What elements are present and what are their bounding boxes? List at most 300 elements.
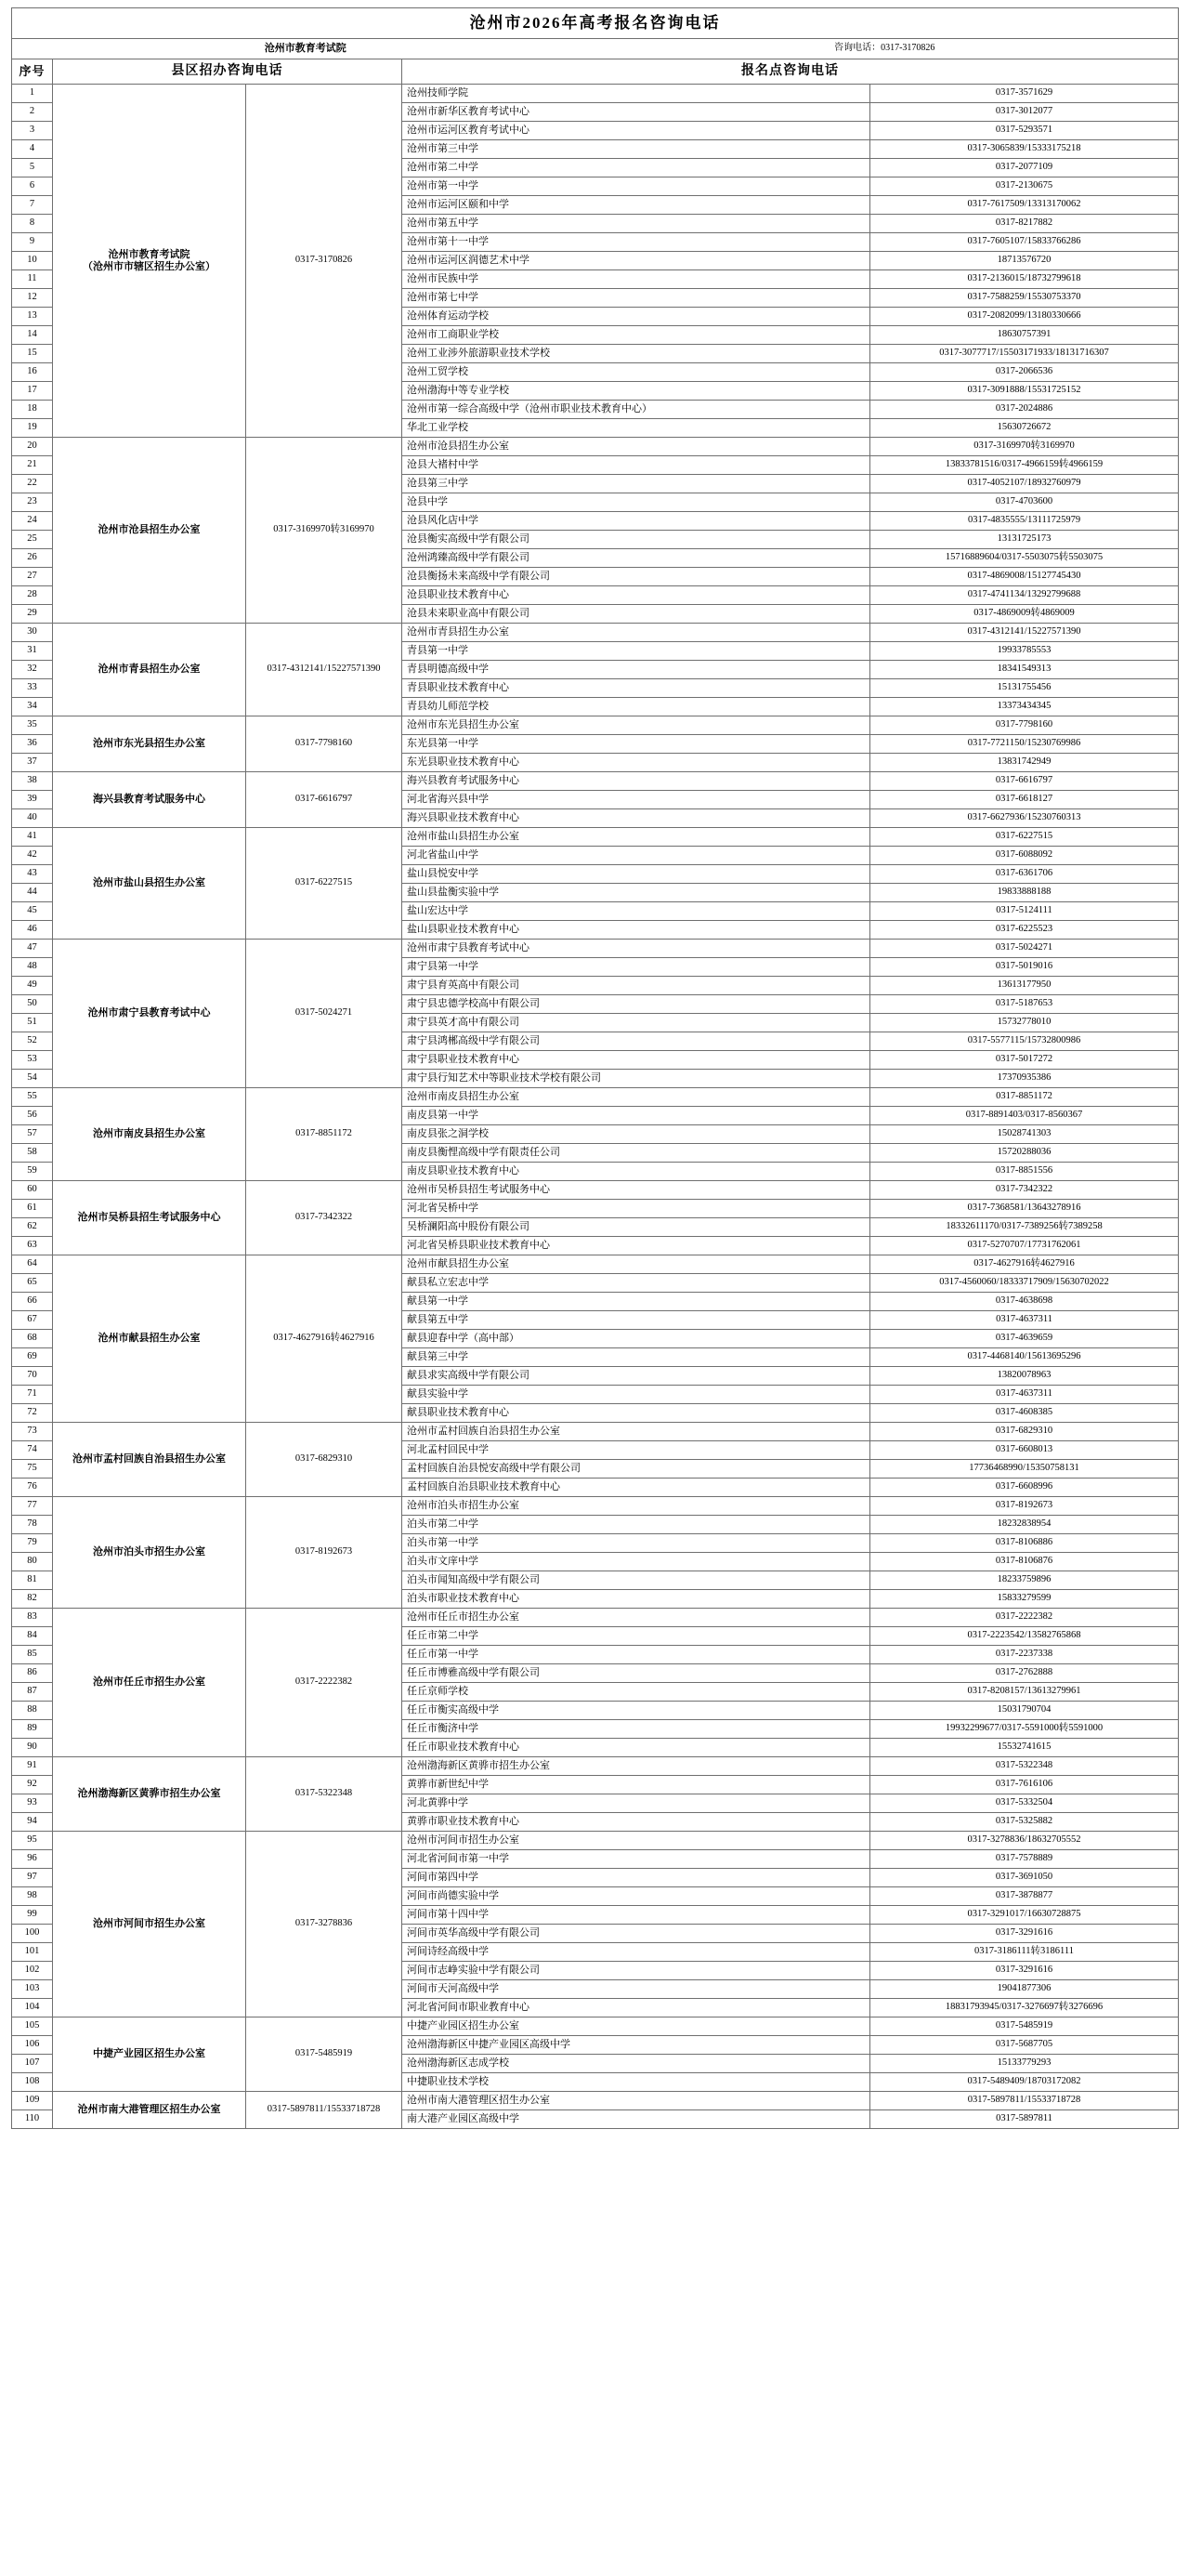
- row-site-name: 泊头市闻知高级中学有限公司: [402, 1571, 870, 1590]
- row-seq: 66: [12, 1293, 53, 1311]
- row-site-name: 沧州渤海中等专业学校: [402, 382, 870, 401]
- row-seq: 108: [12, 2073, 53, 2092]
- table-row: [12, 1609, 1179, 1627]
- row-site-phone: 0317-2762888: [870, 1664, 1179, 1683]
- row-seq: 48: [12, 958, 53, 977]
- row-seq: 58: [12, 1144, 53, 1163]
- group-office-name: 沧州市南皮县招生办公室: [53, 1088, 246, 1181]
- row-site-name: 沧县大褚村中学: [402, 456, 870, 475]
- row-site-name: 华北工业学校: [402, 419, 870, 438]
- row-site-name: 献县私立宏志中学: [402, 1274, 870, 1293]
- group-office-name: 沧州市孟村回族自治县招生办公室: [53, 1423, 246, 1497]
- row-site-name: 孟村回族自治县职业技术教育中心: [402, 1479, 870, 1497]
- row-seq: 47: [12, 940, 53, 958]
- row-seq: 11: [12, 270, 53, 289]
- row-site-phone: 15131755456: [870, 679, 1179, 698]
- row-seq: 33: [12, 679, 53, 698]
- row-seq: 72: [12, 1404, 53, 1423]
- row-site-name: 献县求实高级中学有限公司: [402, 1367, 870, 1386]
- row-site-phone: 0317-6616797: [870, 772, 1179, 791]
- row-seq: 45: [12, 902, 53, 921]
- row-site-name: 沧州技师学院: [402, 85, 870, 103]
- row-seq: 90: [12, 1739, 53, 1757]
- table-row: [12, 828, 1179, 847]
- row-site-name: 盐山县职业技术教育中心: [402, 921, 870, 940]
- row-seq: 61: [12, 1200, 53, 1218]
- row-site-phone: 0317-7588259/15530753370: [870, 289, 1179, 308]
- group-office-phone: 0317-6829310: [246, 1423, 402, 1497]
- row-site-phone: 15720288036: [870, 1144, 1179, 1163]
- row-seq: 3: [12, 122, 53, 140]
- row-seq: 15: [12, 345, 53, 363]
- row-seq: 26: [12, 549, 53, 568]
- row-seq: 67: [12, 1311, 53, 1330]
- row-site-name: 盐山县悦安中学: [402, 865, 870, 884]
- row-seq: 99: [12, 1906, 53, 1925]
- group-office-phone: 0317-8851172: [246, 1088, 402, 1181]
- row-site-name: 沧州市南皮县招生办公室: [402, 1088, 870, 1107]
- group-office-phone: 0317-3170826: [246, 85, 402, 438]
- row-site-phone: 0317-4869009转4869009: [870, 605, 1179, 624]
- row-site-phone: 0317-4639659: [870, 1330, 1179, 1348]
- row-site-phone: 0317-4638698: [870, 1293, 1179, 1311]
- row-site-name: 沧州市第七中学: [402, 289, 870, 308]
- row-seq: 63: [12, 1237, 53, 1255]
- row-seq: 10: [12, 252, 53, 270]
- row-site-phone: 0317-5332504: [870, 1794, 1179, 1813]
- row-site-phone: 0317-6829310: [870, 1423, 1179, 1441]
- row-site-phone: 0317-8106886: [870, 1534, 1179, 1553]
- row-site-phone: 0317-3291017/16630728875: [870, 1906, 1179, 1925]
- row-site-name: 沧州市运河区颐和中学: [402, 196, 870, 215]
- group-office-phone: 0317-4312141/15227571390: [246, 624, 402, 716]
- row-site-phone: 15031790704: [870, 1702, 1179, 1720]
- row-seq: 81: [12, 1571, 53, 1590]
- row-site-phone: 0317-8217882: [870, 215, 1179, 233]
- subheader-row: [12, 39, 1179, 59]
- row-site-name: 任丘市衡济中学: [402, 1720, 870, 1739]
- group-office-phone: 0317-4627916转4627916: [246, 1255, 402, 1423]
- row-site-name: 肃宁县第一中学: [402, 958, 870, 977]
- row-seq: 86: [12, 1664, 53, 1683]
- row-site-phone: 15133779293: [870, 2055, 1179, 2073]
- group-office-name: 中捷产业园区招生办公室: [53, 2017, 246, 2092]
- row-seq: 42: [12, 847, 53, 865]
- row-site-name: 沧州市沧县招生办公室: [402, 438, 870, 456]
- row-seq: 21: [12, 456, 53, 475]
- row-seq: 44: [12, 884, 53, 902]
- row-seq: 14: [12, 326, 53, 345]
- row-seq: 55: [12, 1088, 53, 1107]
- table-row: [12, 2017, 1179, 2036]
- row-site-phone: 18341549313: [870, 661, 1179, 679]
- row-site-name: 黄骅市职业技术教育中心: [402, 1813, 870, 1832]
- row-site-name: 沧州市河间市招生办公室: [402, 1832, 870, 1850]
- group-office-name: 沧州市南大港管理区招生办公室: [53, 2092, 246, 2129]
- row-seq: 8: [12, 215, 53, 233]
- col-header-county-office: 县区招办咨询电话: [53, 59, 402, 85]
- row-site-name: 河北省吴桥中学: [402, 1200, 870, 1218]
- row-site-name: 沧县中学: [402, 493, 870, 512]
- row-site-phone: 19041877306: [870, 1980, 1179, 1999]
- group-office-phone: 0317-3169970转3169970: [246, 438, 402, 624]
- row-seq: 30: [12, 624, 53, 642]
- row-site-name: 沧州市工商职业学校: [402, 326, 870, 345]
- col-header-site-office: 报名点咨询电话: [402, 59, 1179, 85]
- row-seq: 51: [12, 1014, 53, 1032]
- column-header-row: [12, 59, 1179, 85]
- group-office-name: 海兴县教育考试服务中心: [53, 772, 246, 828]
- row-site-name: 盐山县盐衡实验中学: [402, 884, 870, 902]
- row-site-phone: 0317-5322348: [870, 1757, 1179, 1776]
- row-site-phone: 0317-5489409/18703172082: [870, 2073, 1179, 2092]
- row-site-name: 河间市天河高级中学: [402, 1980, 870, 1999]
- row-site-name: 沧州市任丘市招生办公室: [402, 1609, 870, 1627]
- row-seq: 23: [12, 493, 53, 512]
- row-site-phone: 13831742949: [870, 754, 1179, 772]
- row-site-name: 沧州市泊头市招生办公室: [402, 1497, 870, 1516]
- row-site-name: 河北省海兴县中学: [402, 791, 870, 809]
- document-title-row: [12, 8, 1179, 39]
- group-office-phone: 0317-6616797: [246, 772, 402, 828]
- row-seq: 98: [12, 1887, 53, 1906]
- row-site-phone: 13613177950: [870, 977, 1179, 995]
- row-site-phone: 0317-5187653: [870, 995, 1179, 1014]
- group-office-name: 沧州市肃宁县教育考试中心: [53, 940, 246, 1088]
- row-seq: 34: [12, 698, 53, 716]
- row-seq: 9: [12, 233, 53, 252]
- row-site-name: 献县第一中学: [402, 1293, 870, 1311]
- row-seq: 16: [12, 363, 53, 382]
- row-site-name: 东光县职业技术教育中心: [402, 754, 870, 772]
- row-site-phone: 0317-8106876: [870, 1553, 1179, 1571]
- row-site-phone: 18233759896: [870, 1571, 1179, 1590]
- row-seq: 87: [12, 1683, 53, 1702]
- group-office-name: 沧州市东光县招生办公室: [53, 716, 246, 772]
- row-seq: 107: [12, 2055, 53, 2073]
- row-site-name: 沧州渤海新区中捷产业园区高级中学: [402, 2036, 870, 2055]
- row-site-name: 海兴县教育考试服务中心: [402, 772, 870, 791]
- row-seq: 7: [12, 196, 53, 215]
- row-site-name: 沧州市第一中学: [402, 177, 870, 196]
- subheader-org: 沧州市教育考试院: [264, 43, 346, 55]
- row-seq: 73: [12, 1423, 53, 1441]
- phone-directory-table: [11, 7, 1179, 2129]
- row-site-phone: 0317-4312141/15227571390: [870, 624, 1179, 642]
- row-seq: 101: [12, 1943, 53, 1962]
- row-site-phone: 0317-6088092: [870, 847, 1179, 865]
- row-site-name: 沧州市吴桥县招生考试服务中心: [402, 1181, 870, 1200]
- group-office-name: 沧州市任丘市招生办公室: [53, 1609, 246, 1757]
- row-site-name: 沧州市第二中学: [402, 159, 870, 177]
- table-row: [12, 716, 1179, 735]
- row-seq: 78: [12, 1516, 53, 1534]
- group-office-name: 沧州市吴桥县招生考试服务中心: [53, 1181, 246, 1255]
- row-seq: 31: [12, 642, 53, 661]
- row-site-phone: 0317-4637311: [870, 1311, 1179, 1330]
- row-site-name: 泊头市职业技术教育中心: [402, 1590, 870, 1609]
- row-site-phone: 0317-8851172: [870, 1088, 1179, 1107]
- subheader-cell: [12, 39, 1179, 59]
- row-site-phone: 0317-7578889: [870, 1850, 1179, 1869]
- row-site-phone: 15716889604/0317-5503075转5503075: [870, 549, 1179, 568]
- row-site-phone: 0317-3691050: [870, 1869, 1179, 1887]
- row-site-phone: 0317-3278836/18632705552: [870, 1832, 1179, 1850]
- row-seq: 96: [12, 1850, 53, 1869]
- table-row: [12, 438, 1179, 456]
- row-site-phone: 0317-5293571: [870, 122, 1179, 140]
- row-seq: 56: [12, 1107, 53, 1125]
- row-site-name: 沧州市肃宁县教育考试中心: [402, 940, 870, 958]
- row-site-phone: 0317-6618127: [870, 791, 1179, 809]
- row-site-phone: 15833279599: [870, 1590, 1179, 1609]
- row-seq: 57: [12, 1125, 53, 1144]
- row-site-phone: 0317-7617509/13313170062: [870, 196, 1179, 215]
- group-office-phone: 0317-5897811/15533718728: [246, 2092, 402, 2129]
- row-site-name: 中捷职业技术学校: [402, 2073, 870, 2092]
- row-seq: 105: [12, 2017, 53, 2036]
- group-office-name: 沧州市沧县招生办公室: [53, 438, 246, 624]
- row-seq: 25: [12, 531, 53, 549]
- row-site-phone: 0317-8891403/0317-8560367: [870, 1107, 1179, 1125]
- row-site-phone: 18831793945/0317-3276697转3276696: [870, 1999, 1179, 2017]
- row-site-phone: 0317-8851556: [870, 1163, 1179, 1181]
- row-site-name: 沧州市第五中学: [402, 215, 870, 233]
- row-seq: 59: [12, 1163, 53, 1181]
- row-seq: 36: [12, 735, 53, 754]
- row-site-name: 河北孟村回民中学: [402, 1441, 870, 1460]
- row-site-phone: 18713576720: [870, 252, 1179, 270]
- row-seq: 68: [12, 1330, 53, 1348]
- row-site-name: 南皮县职业技术教育中心: [402, 1163, 870, 1181]
- row-site-name: 河间市第四中学: [402, 1869, 870, 1887]
- row-site-phone: 18332611170/0317-7389256转7389258: [870, 1218, 1179, 1237]
- group-office-name: 沧州市献县招生办公室: [53, 1255, 246, 1423]
- row-seq: 38: [12, 772, 53, 791]
- row-seq: 39: [12, 791, 53, 809]
- row-seq: 95: [12, 1832, 53, 1850]
- row-seq: 5: [12, 159, 53, 177]
- row-site-phone: 0317-5124111: [870, 902, 1179, 921]
- row-site-name: 献县职业技术教育中心: [402, 1404, 870, 1423]
- col-header-seq: 序号: [12, 59, 53, 85]
- row-seq: 94: [12, 1813, 53, 1832]
- table-row: [12, 2092, 1179, 2110]
- group-office-phone: 0317-6227515: [246, 828, 402, 940]
- row-site-phone: 0317-5019016: [870, 958, 1179, 977]
- row-seq: 1: [12, 85, 53, 103]
- row-site-name: 沧县风化店中学: [402, 512, 870, 531]
- subheader-phone: 咨询电话：0317-3170826: [834, 43, 935, 54]
- row-site-phone: 0317-5485919: [870, 2017, 1179, 2036]
- row-site-name: 任丘市衡实高级中学: [402, 1702, 870, 1720]
- row-site-phone: 0317-7721150/15230769986: [870, 735, 1179, 754]
- row-site-phone: 0317-3571629: [870, 85, 1179, 103]
- group-office-phone: 0317-7342322: [246, 1181, 402, 1255]
- row-seq: 75: [12, 1460, 53, 1479]
- row-site-name: 肃宁县忠德学校高中有限公司: [402, 995, 870, 1014]
- row-site-phone: 15028741303: [870, 1125, 1179, 1144]
- row-site-phone: 0317-8192673: [870, 1497, 1179, 1516]
- row-site-name: 沧州市第十一中学: [402, 233, 870, 252]
- row-site-name: 沧县第三中学: [402, 475, 870, 493]
- row-site-phone: 0317-6227515: [870, 828, 1179, 847]
- row-site-name: 中捷产业园区招生办公室: [402, 2017, 870, 2036]
- row-site-name: 河北省河间市第一中学: [402, 1850, 870, 1869]
- row-site-name: 沧州市运河区教育考试中心: [402, 122, 870, 140]
- row-seq: 29: [12, 605, 53, 624]
- row-site-name: 沧州市盐山县招生办公室: [402, 828, 870, 847]
- row-seq: 70: [12, 1367, 53, 1386]
- row-site-name: 任丘市第二中学: [402, 1627, 870, 1646]
- row-site-name: 河北省吴桥县职业技术教育中心: [402, 1237, 870, 1255]
- row-site-phone: 0317-5024271: [870, 940, 1179, 958]
- row-seq: 62: [12, 1218, 53, 1237]
- row-site-phone: 0317-5577115/15732800986: [870, 1032, 1179, 1051]
- row-seq: 110: [12, 2110, 53, 2129]
- row-site-phone: 0317-3169970转3169970: [870, 438, 1179, 456]
- row-site-name: 沧州市孟村回族自治县招生办公室: [402, 1423, 870, 1441]
- row-site-phone: 0317-2130675: [870, 177, 1179, 196]
- row-seq: 54: [12, 1070, 53, 1088]
- group-office-name: 沧州市泊头市招生办公室: [53, 1497, 246, 1609]
- row-site-phone: 13131725173: [870, 531, 1179, 549]
- row-site-name: 沧州体育运动学校: [402, 308, 870, 326]
- group-office-name: 沧州市河间市招生办公室: [53, 1832, 246, 2017]
- row-site-phone: 17370935386: [870, 1070, 1179, 1088]
- row-site-name: 河北省河间市职业教育中心: [402, 1999, 870, 2017]
- row-site-name: 献县迎春中学（高中部）: [402, 1330, 870, 1348]
- row-site-name: 河北黄骅中学: [402, 1794, 870, 1813]
- row-site-name: 沧州市南大港管理区招生办公室: [402, 2092, 870, 2110]
- row-site-name: 南皮县衡悝高级中学有限责任公司: [402, 1144, 870, 1163]
- table-row: [12, 85, 1179, 103]
- row-site-phone: 18630757391: [870, 326, 1179, 345]
- row-seq: 65: [12, 1274, 53, 1293]
- row-seq: 106: [12, 2036, 53, 2055]
- row-site-name: 献县实验中学: [402, 1386, 870, 1404]
- row-site-name: 沧县未来职业高中有限公司: [402, 605, 870, 624]
- row-site-name: 河间市英华高级中学有限公司: [402, 1925, 870, 1943]
- row-site-phone: 0317-6608013: [870, 1441, 1179, 1460]
- row-seq: 79: [12, 1534, 53, 1553]
- row-site-phone: 18232838954: [870, 1516, 1179, 1534]
- row-seq: 76: [12, 1479, 53, 1497]
- row-site-phone: 15732778010: [870, 1014, 1179, 1032]
- row-site-phone: 19833888188: [870, 884, 1179, 902]
- row-site-name: 青县幼儿师范学校: [402, 698, 870, 716]
- row-site-phone: 0317-7368581/13643278916: [870, 1200, 1179, 1218]
- row-site-phone: 13820078963: [870, 1367, 1179, 1386]
- row-seq: 27: [12, 568, 53, 586]
- row-seq: 89: [12, 1720, 53, 1739]
- row-seq: 53: [12, 1051, 53, 1070]
- row-site-phone: 19932299677/0317-5591000转5591000: [870, 1720, 1179, 1739]
- row-site-name: 沧州市新华区教育考试中心: [402, 103, 870, 122]
- row-site-phone: 0317-2136015/18732799618: [870, 270, 1179, 289]
- row-seq: 52: [12, 1032, 53, 1051]
- row-seq: 80: [12, 1553, 53, 1571]
- row-site-phone: 0317-4560060/18333717909/15630702022: [870, 1274, 1179, 1293]
- row-site-phone: 0317-6225523: [870, 921, 1179, 940]
- row-site-name: 青县职业技术教育中心: [402, 679, 870, 698]
- row-site-name: 南皮县张之洞学校: [402, 1125, 870, 1144]
- row-seq: 85: [12, 1646, 53, 1664]
- row-seq: 18: [12, 401, 53, 419]
- row-seq: 60: [12, 1181, 53, 1200]
- row-site-phone: 0317-2237338: [870, 1646, 1179, 1664]
- row-site-phone: 0317-3065839/15333175218: [870, 140, 1179, 159]
- row-seq: 22: [12, 475, 53, 493]
- row-site-phone: 0317-4869008/15127745430: [870, 568, 1179, 586]
- row-site-phone: 0317-4703600: [870, 493, 1179, 512]
- row-site-name: 南大港产业园区高级中学: [402, 2110, 870, 2129]
- row-site-name: 海兴县职业技术教育中心: [402, 809, 870, 828]
- row-site-phone: 0317-5897811/15533718728: [870, 2092, 1179, 2110]
- row-site-name: 肃宁县鸿郴高级中学有限公司: [402, 1032, 870, 1051]
- table-row: [12, 1757, 1179, 1776]
- row-seq: 4: [12, 140, 53, 159]
- group-office-phone: 0317-8192673: [246, 1497, 402, 1609]
- row-seq: 92: [12, 1776, 53, 1794]
- row-site-name: 青县明德高级中学: [402, 661, 870, 679]
- row-site-name: 黄骅市新世纪中学: [402, 1776, 870, 1794]
- row-site-phone: 0317-7605107/15833766286: [870, 233, 1179, 252]
- row-site-phone: 19933785553: [870, 642, 1179, 661]
- row-site-phone: 0317-2222382: [870, 1609, 1179, 1627]
- row-seq: 84: [12, 1627, 53, 1646]
- row-site-phone: 0317-4835555/13111725979: [870, 512, 1179, 531]
- row-site-name: 河间诗经高级中学: [402, 1943, 870, 1962]
- row-site-name: 河间市尚德实验中学: [402, 1887, 870, 1906]
- table-row: [12, 1181, 1179, 1200]
- row-seq: 109: [12, 2092, 53, 2110]
- row-site-name: 沧州工业涉外旅游职业技术学校: [402, 345, 870, 363]
- row-site-phone: 0317-5017272: [870, 1051, 1179, 1070]
- row-site-phone: 0317-5687705: [870, 2036, 1179, 2055]
- row-site-name: 沧州市献县招生办公室: [402, 1255, 870, 1274]
- row-site-name: 吴桥澜阳高中股份有限公司: [402, 1218, 870, 1237]
- table-row: [12, 772, 1179, 791]
- row-site-phone: 0317-4741134/13292799688: [870, 586, 1179, 605]
- row-site-phone: 0317-7798160: [870, 716, 1179, 735]
- row-seq: 24: [12, 512, 53, 531]
- row-site-phone: 0317-3291616: [870, 1925, 1179, 1943]
- row-site-name: 沧州渤海新区黄骅市招生办公室: [402, 1757, 870, 1776]
- row-seq: 19: [12, 419, 53, 438]
- row-site-name: 肃宁县英才高中有限公司: [402, 1014, 870, 1032]
- row-site-name: 沧州市民族中学: [402, 270, 870, 289]
- row-seq: 69: [12, 1348, 53, 1367]
- row-site-phone: 0317-4468140/15613695296: [870, 1348, 1179, 1367]
- row-site-phone: 17736468990/15350758131: [870, 1460, 1179, 1479]
- group-office-phone: 0317-5485919: [246, 2017, 402, 2092]
- row-site-phone: 0317-4608385: [870, 1404, 1179, 1423]
- row-site-phone: 0317-7616106: [870, 1776, 1179, 1794]
- table-row: [12, 940, 1179, 958]
- group-office-name: 沧州市教育考试院 （沧州市市辖区招生办公室）: [53, 85, 246, 438]
- row-site-name: 青县第一中学: [402, 642, 870, 661]
- row-seq: 20: [12, 438, 53, 456]
- table-row: [12, 1423, 1179, 1441]
- row-site-name: 东光县第一中学: [402, 735, 870, 754]
- row-seq: 74: [12, 1441, 53, 1460]
- row-seq: 97: [12, 1869, 53, 1887]
- group-office-name: 沧州市青县招生办公室: [53, 624, 246, 716]
- row-site-phone: 0317-5897811: [870, 2110, 1179, 2129]
- row-site-phone: 0317-2077109: [870, 159, 1179, 177]
- row-site-phone: 15532741615: [870, 1739, 1179, 1757]
